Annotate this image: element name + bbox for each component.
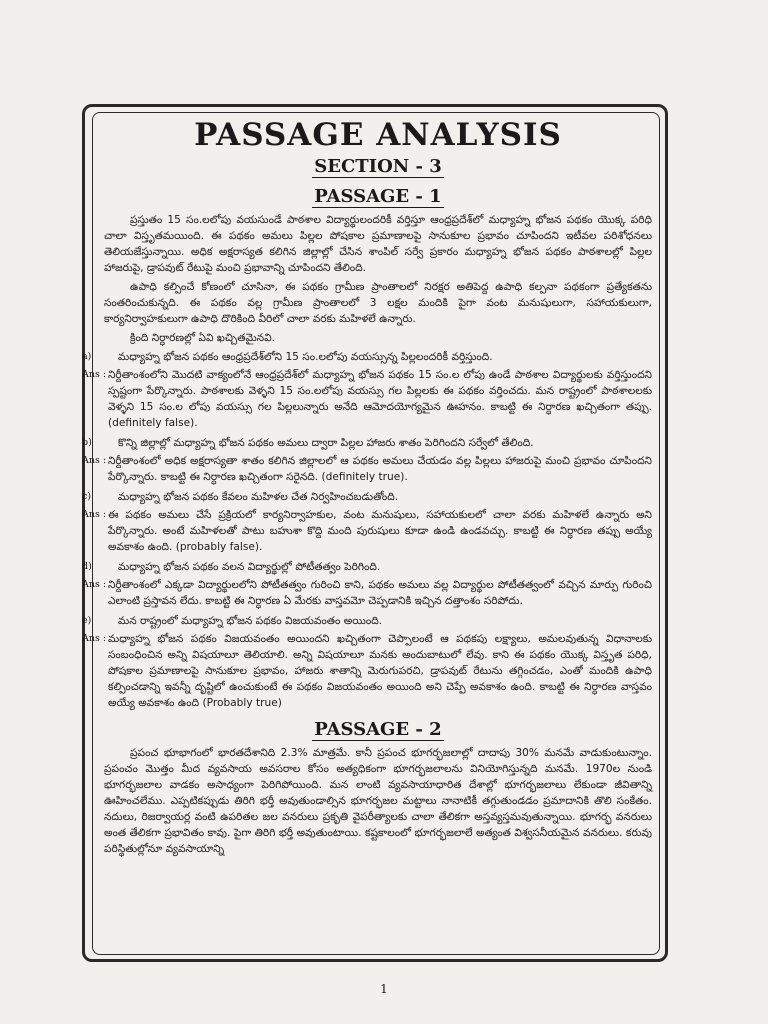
page-number: 1 — [380, 982, 388, 996]
answer-label: Ans : — [82, 369, 107, 380]
question-text: మన రాష్ట్రంలో మధ్యాహ్న భోజన పథకం విజయవంతం అయింది. — [118, 615, 383, 627]
document-content — [82, 116, 652, 952]
answer-text: నిర్దీతాంశంలో ఎక్కడా విద్యార్థులలోని పోటీతత్వం గురించి కాని, పథకం అమలు వల్ల విద్యార్థుల పోటీతత్వంలో వచ్చిన మార్పు గురించి ఎలాంటి ప్రస్తావన లేదు. కాబట్టి ఈ నిర్ధారణ ఏ మేరకు వాస్తవమో చెప్పడానికి ఇచ్చిన దత్తాంశం సరిపోదు. — [108, 579, 652, 607]
answer-text: ఈ పథకం అమలు చేసే ప్రక్రియలో కార్యనిర్వాహకుల, వంట మనుషులు, సహాయకులలో చాలా వరకు మహిళలే ఉన్నారు అని పేర్కొన్నారు. అంటే మహిళలతో పాటు బహుశా కొద్ది మంది పురుషులు కూడా ఉండి ఉండవచ్చు. కాబట్టి ఈ నిర్ధారణ తప్పు అయ్యే అవకాశం ఉంది. (probably false). — [108, 509, 652, 553]
passage-1-heading: PASSAGE - 1 — [314, 186, 442, 207]
answer-label: Ans : — [82, 509, 107, 520]
answer-a — [82, 367, 652, 431]
question-c — [82, 489, 652, 505]
question-label: d) — [82, 561, 92, 572]
answer-c — [82, 507, 652, 555]
answer-label: Ans : — [82, 633, 107, 644]
question-a — [82, 349, 652, 365]
page-title: PASSAGE ANALYSIS — [194, 117, 562, 153]
question-b — [82, 435, 652, 451]
question-text: మధ్యాహ్న భోజన పథకం వలన విద్యార్థుల్లో పోటీతత్వం పెరిగింది. — [118, 561, 381, 573]
question-label: c) — [82, 491, 92, 502]
answer-label: Ans : — [82, 579, 107, 590]
passage-1-paragraph: ప్రస్తుతం 15 సం.లలోపు వయసుండే పాఠశాల విద్యార్థులందరికీ వర్తిస్తూ ఆంధ్రప్రదేశ్‌లో మధ్యాహ్న భోజన పథకం యొక్క పరిధి చాలా విస్తృతమయింది. ఈ పథకం అమలు పిల్లల పోషకాల ప్రమాణాలపై సానుకూల ప్రభావం చూపిందని ఇటీవల పరిశోధనలు తెలియజేస్తున్నాయి. అధిక అక్షరాస్యత కలిగిన జిల్లాల్లో చేసిన శాంపిల్ సర్వే ప్రకారం మధ్యాహ్న భోజన పథకం పాఠశాలల్లో పిల్లల హాజరుపై, డ్రాపవుట్ రేటుపై మంచి ప్రభావాన్ని చూపిందని తేలింది. — [104, 214, 652, 274]
answer-text: మధ్యాహ్న భోజన పథకం విజయవంతం అయిందని ఖచ్చితంగా చెప్పాలంటే ఆ పథకపు లక్ష్యాలు, అమలవుతున్న విధానాలకు సంబంధించిన అన్ని విషయాలూ తెలియాలి. అన్ని విషయాలూ మనకు అందుబాటులో లేవు. కాని ఈ పథకం యొక్క విస్తృత పరిధి, పోషకాల ప్రమాణాలపై సానుకూల ప్రభావం, హాజరు శాతాన్ని మెరుగుపరచి, డ్రాపవుట్ రేటును తగ్గించడం, ఎంతో మందికి ఉపాధి కల్పించడాన్ని ఇవన్నీ దృష్టిలో ఉంచుకుంటే ఈ పథకం విజయవంతం అయింది అని చెప్పే అవకాశం ఉంది. కాబట్టి ఈ నిర్ధారణ వాస్తవం అయ్యే అవకాశం ఉంది (Probably true) — [108, 633, 652, 709]
question-d — [82, 559, 652, 575]
question-label: e) — [82, 615, 92, 626]
question-e — [82, 613, 652, 629]
passage-2-heading: PASSAGE - 2 — [314, 719, 442, 740]
answer-label: Ans : — [82, 455, 107, 466]
passage-1-paragraph: ఉపాధి కల్పించే కోణంలో చూసినా, ఈ పథకం గ్రామీణ ప్రాంతాలలో నిరక్షర అతిపెద్ద ఉపాధి కల్పనా పథకంగా ప్రత్యేకతను సంతరించుకున్నది. ఈ పథకం వల్ల గ్రామీణ ప్రాంతాలలో 3 లక్షల మందికి పైగా వంట మనుషులుగా, సహాయకులుగా, కార్యనిర్వాహకులుగా ఉపాధి దొరికింది వీరిలో చాలా వరకు మహిళలే ఉన్నారు. — [104, 281, 652, 325]
answer-text: నిర్దీతాంశంలో అధిక అక్షరాస్యతా శాతం కలిగిన జిల్లాలలో ఆ పథకం అమలు చేయడం వల్ల పిల్లలు హాజరుపై మంచి ప్రభావం చూపిందని పేర్కొన్నారు. కాబట్టి ఈ నిర్ధారణ ఖచ్చితంగా సరైనది. (definitely true). — [108, 455, 652, 483]
question-label: b) — [82, 437, 92, 448]
question-text: కొన్ని జిల్లాల్లో మధ్యాహ్న భోజన పథకం అమలు ద్వారా పిల్లల హాజరు శాతం పెరిగిందని సర్వేలో తేలింది. — [118, 437, 534, 449]
section-heading: SECTION - 3 — [314, 156, 442, 177]
answer-e — [82, 631, 652, 711]
question-text: మధ్యాహ్న భోజన పథకం కేవలం మహిళల చేత నిర్వహించబడుతోంది. — [118, 491, 399, 503]
answer-text: నిర్దీతాంశంలోని మొదటి వాక్యంలోనే ఆంధ్రప్రదేశ్‌లో మధ్యాహ్న భోజన పథకం 15 సం.ల లోపు ఉండే పాఠశాల విద్యార్థులకు వర్తిస్తుందని స్పష్టంగా పేర్కొన్నారు. పాఠశాలకు వెళ్ళని 15 సం.లలోపు వయస్సు గల పిల్లలకు ఈ పథకం వర్తించదు. మన రాష్ట్రంలో పాఠశాలలకు వెళ్ళని 15 సం.ల లోపు వయస్సు గల పిల్లలున్నారు అనేది ఆమోదయోగ్యమైన ఊహనం. కాబట్టి ఈ నిర్ధారణ ఖచ్చితంగా తప్పు. (definitely false). — [108, 369, 652, 429]
passage-1-instruction: క్రింది నిర్ధారణల్లో ఏవి ఖచ్చితమైనవి. — [130, 332, 275, 344]
answer-d — [82, 577, 652, 609]
question-label: a) — [82, 351, 92, 362]
question-text: మధ్యాహ్న భోజన పథకం ఆంధ్రప్రదేశ్‌లోని 15 సం.లలోపు వయస్సున్న పిల్లలందరికీ వర్తిస్తుంది. — [118, 351, 493, 363]
passage-2-paragraph: ప్రపంచ భూభాగంలో భారతదేశానిది 2.3% మాత్రమే. కానీ ప్రపంచ భూగర్భజలాల్లో దాదాపు 30% మనమే వాడుకుంటున్నాం. ప్రపంచం మొత్తం మీద వ్యవసాయ అవసరాల కోసం అత్యధికంగా భూగర్భజలాలను వినియోగిస్తున్నది మనమే. 1970ల నుండి భూగర్భజలాల వాడకం అసాధ్యంగా పెరిగిపోయింది. మన లాంటి వ్యవసాయాధారిత దేశాల్లో భూగర్భజలాలు లేకుండా జీవితాన్ని ఊహించలేము. ఎప్పటికప్పుడు తిరిగి భర్తీ అవుతుండాల్సిన భూగర్భజల మట్టాలు నానాటికీ తగ్గుతుండడం ప్రమాదానికి తొలి సంకేతం. నదులు, రిజర్వాయర్ల వంటి ఉపరితల జల వనరులు ప్రకృతి వైపరీత్యాలకు చాలా తేలికగా అస్తవ్యస్తమవుతున్నాయి. భూగర్భ వనరులు అంత తేలికగా ప్రభావితం కావు. పైగా తిరిగి భర్తీ అవుతుంటాయి. కష్టకాలంలో భూగర్భజలాలే అత్యంత విశ్వసనీయమైన వనరులు. కరువు పరిస్థితుల్లోనూ వ్యవసాయాన్ని — [104, 747, 652, 855]
answer-b — [82, 453, 652, 485]
